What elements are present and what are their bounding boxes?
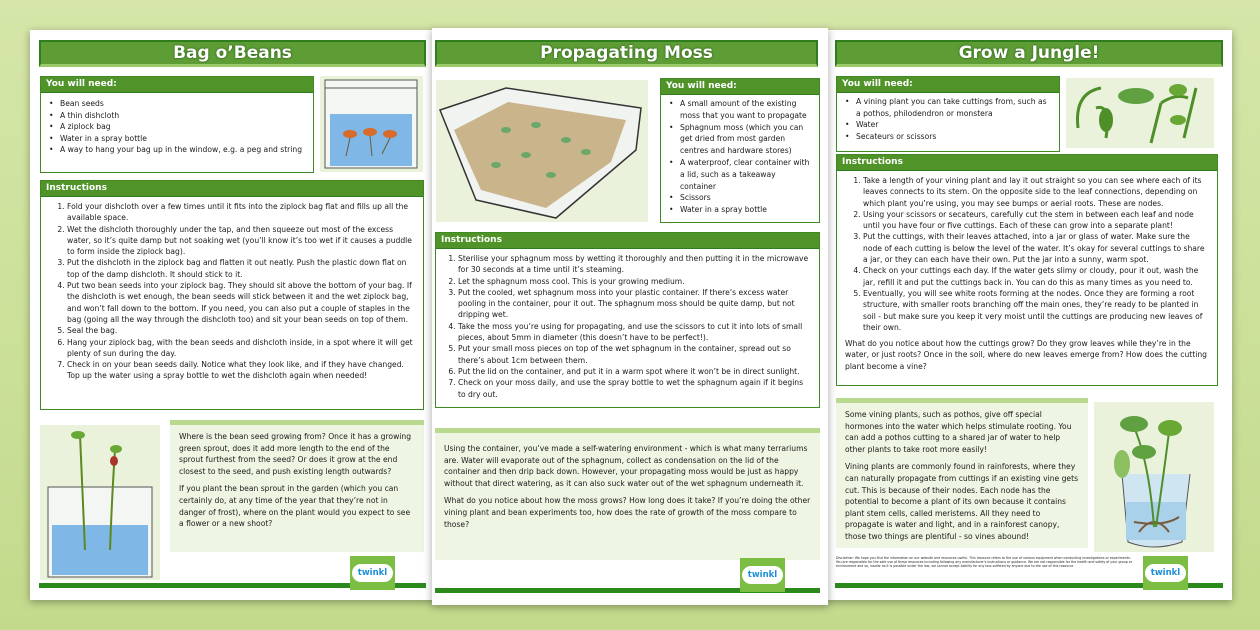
list-item: 3. Put the cuttings, with their leaves attached, into a jar or glass of water. Make sure the node of each cutting is below the level of the water. It’s okay for several cuttings to share a jar, or they can each have their own. Put the jar into a sunny, warm spot. <box>863 231 1209 265</box>
list-item: • Bean seeds <box>49 98 305 110</box>
needs-list <box>661 95 819 219</box>
reflection-question: What do you notice about how the cuttings grow? Do they grow leaves while they’re in the water, or just roots? Once in the soil, where do new leaves emerge from? How does the cutting plant become a vine? <box>845 339 1207 371</box>
needs-list <box>837 93 1059 145</box>
list-item: 2. Wet the dishcloth thoroughly under the tap, and then squeeze out most of the excess water, so it’s quite damp but not soaking wet (you’ll know it’s too wet if it causes a puddle to form inside the ziplock bag). <box>67 224 415 258</box>
instructions-list <box>41 197 423 385</box>
list-item: • Secateurs or scissors <box>845 131 1051 143</box>
bean-sprout-illustration <box>40 425 160 580</box>
list-item: 4. Check on your cuttings each day. If the water gets slimy or cloudy, pour it out, wash the jar, refill it and put the cuttings back in. You can do this as many times as you need to. <box>863 265 1209 288</box>
list-item: 7. Check on your moss daily, and use the spray bottle to wet the sphagnum again if it begins to dry out. <box>458 377 811 400</box>
info-paragraph: Vining plants are commonly found in rainforests, where they can naturally propagate from cuttings if an existing vine gets cut. This is because of their nodes. Each node has the potential to become a plant of its own because it contains plant stem cells, called meristems. All they need to propagate is water and light, and in a rainforest canopy, those two things are plentiful - so vines abound! <box>845 462 1079 541</box>
page-grow-a-jungle <box>826 30 1232 600</box>
page-title: Propagating Moss <box>435 40 818 67</box>
instructions-box <box>836 154 1218 386</box>
info-panel <box>435 428 820 560</box>
vine-cuttings-illustration <box>1066 78 1214 148</box>
question-panel <box>170 420 424 552</box>
question-paragraph: Where is the bean seed growing from? Once it has a growing green sprout, does it add more length to the end of the sprout furthest from the seed? Or does it grow at the end closest to the seed, and push existing length outwards? <box>179 432 412 476</box>
list-item: 3. Put the dishcloth in the ziplock bag and flatten it out neatly. Push the plastic down flat on top of the damp dishcloth. It should stick to it. <box>67 257 415 280</box>
instructions-header: Instructions <box>837 155 1217 171</box>
list-item: • A ziplock bag <box>49 121 305 133</box>
info-paragraph: What do you notice about how the moss grows? How long does it take? If you’re doing the other vining plant and bean experiments too, how does the rate of growth of the moss compare to those? <box>444 496 811 529</box>
needs-header: You will need: <box>837 77 1059 93</box>
list-item: 7. Check in on your bean seeds daily. Notice what they look like, and if they have changed. Top up the water using a spray bottle to wet the dishcloth again when needed! <box>67 359 415 382</box>
instructions-list <box>436 249 819 403</box>
moss-container-illustration <box>436 80 648 222</box>
list-item: 4. Take the moss you’re using for propagating, and use the scissors to cut it into lots of small pieces, about 5mm in diameter (this doesn’t have to be perfect!). <box>458 321 811 344</box>
needs-box <box>836 76 1060 152</box>
twinkl-logo: twinkl <box>350 556 395 590</box>
instructions-list <box>837 171 1217 336</box>
list-item: • Water <box>845 119 1051 131</box>
needs-list <box>41 93 313 159</box>
list-item: • A way to hang your bag up in the window, e.g. a peg and string <box>49 144 305 156</box>
list-item: • A thin dishcloth <box>49 110 305 122</box>
twinkl-logo: twinkl <box>740 558 785 592</box>
list-item: • Scissors <box>669 192 811 204</box>
list-item: • A small amount of the existing moss that you want to propagate <box>669 98 811 122</box>
disclaimer: Disclaimer: We hope you find the information on our website and resources useful. This resource refers to the use of various equipment when conducting investigations or experiments. You are responsible for the safe use of these resources including following any manufacturer's instructions or guidance. We are not responsible for the health and safety of your group or environment and so, insofar as it is possible under the law, we cannot accept liability for any loss suffered by anyone due to the use of this resource. <box>836 556 1133 568</box>
list-item: • A vining plant you can take cuttings from, such as a pothos, philodendron or monstera <box>845 96 1051 119</box>
info-panel <box>836 398 1088 548</box>
list-item: 1. Take a length of your vining plant and lay it out straight so you can see where each of its leaves connects to its stem. On the opposite side to the leaf connections, depending on which plant you’re using, you may see bumps or aerial roots. These are nodes. <box>863 175 1209 209</box>
list-item: 5. Seal the bag. <box>67 325 415 336</box>
page-title: Grow a Jungle! <box>835 40 1223 67</box>
needs-box <box>660 78 820 223</box>
page-propagating-moss <box>432 28 828 605</box>
needs-header: You will need: <box>661 79 819 95</box>
page-bag-o-beans <box>30 30 435 600</box>
instructions-header: Instructions <box>41 181 423 197</box>
list-item: • Water in a spray bottle <box>669 204 811 216</box>
info-paragraph: Some vining plants, such as pothos, give off special hormones into the water which helps stimulate rooting. You can add a pothos cutting to a shared jar of water to help other plants to take root more easily! <box>845 410 1072 454</box>
needs-box <box>40 76 314 173</box>
list-item: 3. Put the cooled, wet sphagnum moss into your plastic container. If there’s excess water pooling in the container, pour it out. The sphagnum moss should be quite damp, but not dripping wet. <box>458 287 811 321</box>
list-item: 4. Put two bean seeds into your ziplock bag. They should sit above the bottom of your bag. If the dishcloth is wet enough, the bean seeds will stick between it and the wet ziplock bag, and won’t fall down to the bottom. If you need, you can also put a couple of staples in the bag (going all the way through the dishcloth too) and sit your bean seeds on top of them. <box>67 280 415 325</box>
list-item: 2. Using your scissors or secateurs, carefully cut the stem in between each leaf and node until you have four or five cuttings. Each of these can grow into a separate plant! <box>863 209 1209 232</box>
list-item: 2. Let the sphagnum moss cool. This is your growing medium. <box>458 276 811 287</box>
list-item: • Water in a spray bottle <box>49 133 305 145</box>
info-paragraph: Using the container, you’ve made a self-watering environment - which is what many terrariums are. Water will evaporate out of the sphagnum, collect as condensation on the lid of the container and then drip back down. However, your propagating moss would be just as happy without that direct watering, as it can also suck water out of the wet sphagnum underneath it. <box>444 444 808 488</box>
question-paragraph: If you plant the bean sprout in the garden (which you can certainly do, at any time of the year that they’re not in danger of frost), where on the plant would you expect to see a flower or a new shoot? <box>179 484 411 529</box>
list-item: 5. Put your small moss pieces on top of the wet sphagnum in the container, spread out so there’s about 1cm between them. <box>458 343 811 366</box>
list-item: • Sphagnum moss (which you can get dried from most garden centres and hardware stores) <box>669 122 811 157</box>
list-item: 1. Sterilise your sphagnum moss by wetting it thoroughly and then putting it in the microwave for 30 seconds at a time until it’s steaming. <box>458 253 811 276</box>
needs-header: You will need: <box>41 77 313 93</box>
list-item: 5. Eventually, you will see white roots forming at the nodes. Once they are forming a root structure, with smaller roots branching off the main ones, they’re ready to be planted in soil - but make sure you keep it very moist until the cuttings are producing new leaves of their own. <box>863 288 1209 333</box>
instructions-header: Instructions <box>436 233 819 249</box>
page-title: Bag o’Beans <box>39 40 426 67</box>
list-item: 1. Fold your dishcloth over a few times until it fits into the ziplock bag flat and fills up all the available space. <box>67 201 415 224</box>
pothos-jar-illustration <box>1094 402 1214 552</box>
list-item: 6. Put the lid on the container, and put it in a warm spot where it won’t be in direct sunlight. <box>458 366 811 377</box>
list-item: • A waterproof, clear container with a lid, such as a takeaway container <box>669 157 811 192</box>
instructions-box <box>435 232 820 408</box>
ziplock-bag-illustration <box>320 76 423 172</box>
twinkl-logo: twinkl <box>1143 556 1188 590</box>
list-item: 6. Hang your ziplock bag, with the bean seeds and dishcloth inside, in a spot where it will get plenty of sun during the day. <box>67 337 415 360</box>
instructions-box <box>40 180 424 410</box>
